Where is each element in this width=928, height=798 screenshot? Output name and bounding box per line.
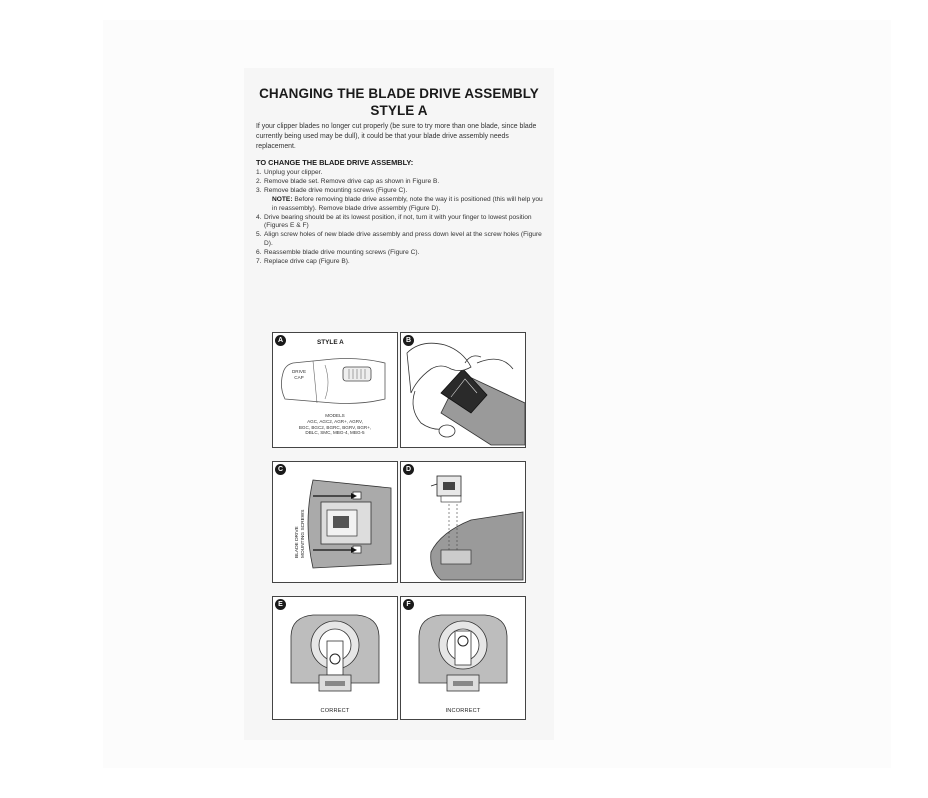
steps-list bbox=[256, 169, 548, 267]
figure-badge: A bbox=[275, 335, 286, 346]
figure-e bbox=[272, 596, 398, 720]
list-item: 4. Drive bearing should be at its lowest position, if not, turn it with your finger to lowest position (Figures E & F) bbox=[256, 213, 532, 230]
bearing-correct-illustration bbox=[273, 597, 397, 719]
figure-badge: B bbox=[403, 335, 414, 346]
figure-badge: E bbox=[275, 599, 286, 610]
list-item: 3. Remove blade drive mounting screws (Figure C). NOTE: Before removing blade drive assembly, note the way it is positioned (this will help you in reassembly). Remove blade drive assembly (Figure D). bbox=[256, 187, 548, 214]
hand-removing-cap-illustration bbox=[401, 333, 525, 447]
mounting-screws-illustration bbox=[273, 462, 397, 582]
note-text: NOTE: Before removing blade drive assembly, note the way it is positioned (this will help you in reassembly). Remove blade drive assembly (Figure D). bbox=[272, 195, 543, 212]
list-item: 1. Unplug your clipper. bbox=[256, 169, 323, 176]
list-item: 2. Remove blade set. Remove drive cap as shown in Figure B. bbox=[256, 177, 440, 185]
mounting-screws-label: BLADE DRIVE MOUNTING SCREWS bbox=[295, 509, 306, 558]
drive-cap-label: DRIVE CAP bbox=[291, 369, 307, 380]
figure-a bbox=[272, 332, 398, 448]
list-item: 5. Align screw holes of new blade drive assembly and press down level at the screw holes (Figure D). bbox=[256, 231, 542, 248]
models-list: MODELS AGC, AGC2, AGR+, AGRV, BGC, BGC2, BGRC, BGRV, BGR+, DBLC, SMC, MBG-4, MBG-5 bbox=[298, 413, 372, 436]
steps-heading: TO CHANGE THE BLADE DRIVE ASSEMBLY: bbox=[256, 158, 414, 167]
list-item: 7. Replace drive cap (Figure B). bbox=[256, 258, 350, 266]
figure-badge: D bbox=[403, 464, 414, 475]
document-subtitle: STYLE A bbox=[370, 103, 428, 118]
figure-badge: C bbox=[275, 464, 286, 475]
figure-caption: INCORRECT bbox=[445, 708, 481, 714]
figure-c bbox=[272, 461, 398, 583]
document-title: CHANGING THE BLADE DRIVE ASSEMBLY bbox=[259, 86, 539, 101]
list-item: 6. Reassemble blade drive mounting screws (Figure C). bbox=[256, 249, 420, 257]
blade-drive-assembly-illustration bbox=[401, 462, 525, 582]
figure-label: STYLE A bbox=[317, 339, 344, 346]
instruction-sheet bbox=[244, 68, 554, 740]
figure-b bbox=[400, 332, 526, 448]
figure-d bbox=[400, 461, 526, 583]
figure-badge: F bbox=[403, 599, 414, 610]
intro-paragraph: If your clipper blades no longer cut properly (be sure to try more than one blade, since blade currently being used may be dull), it could be that your blade drive assembly needs replacement. bbox=[256, 123, 537, 150]
figure-caption: CORRECT bbox=[320, 708, 350, 714]
figure-f bbox=[400, 596, 526, 720]
bearing-incorrect-illustration bbox=[401, 597, 525, 719]
